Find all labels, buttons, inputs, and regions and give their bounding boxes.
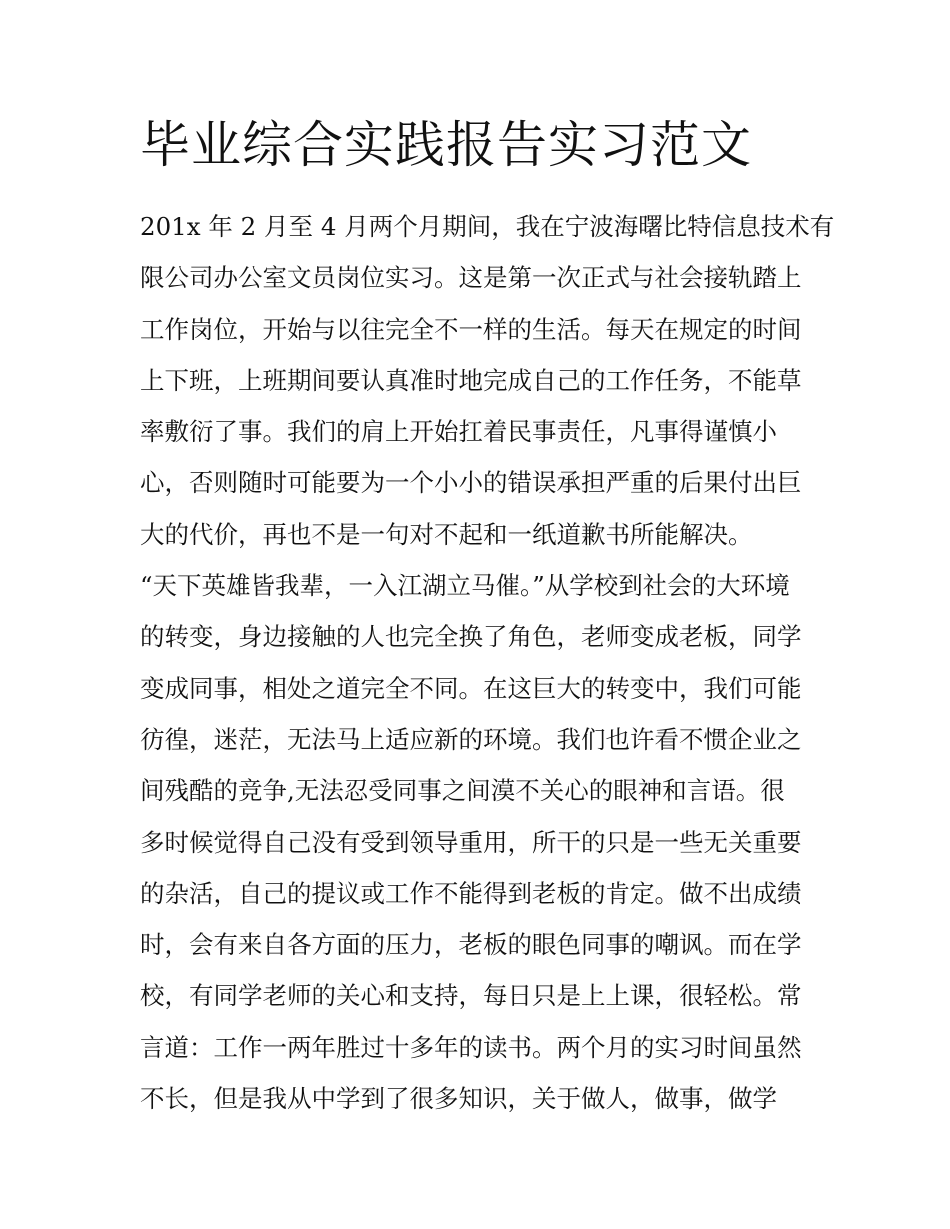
- document-title: 毕业综合实践报告实习范文: [140, 116, 752, 174]
- body-line: 率敷衍了事。我们的肩上开始扛着民事责任，凡事得谨慎小: [140, 417, 777, 447]
- body-line: 多时候觉得自己没有受到领导重用，所干的只是一些无关重要: [140, 827, 802, 857]
- body-line: 上下班，上班期间要认真准时地完成自己的工作任务，不能草: [140, 365, 802, 395]
- body-line: 彷徨，迷茫，无法马上适应新的环境。我们也许看不惯企业之: [140, 724, 802, 754]
- body-line: 大的代价，再也不是一句对不起和一纸道歉书所能解决。: [140, 519, 753, 549]
- body-line: 201x 年 2 月至 4 月两个月期间，我在宁波海曙比特信息技术有: [140, 212, 835, 241]
- body-line: 变成同事，相处之道完全不同。在这巨大的转变中，我们可能: [140, 673, 802, 703]
- body-line: 限公司办公室文员岗位实习。这是第一次正式与社会接轨踏上: [140, 263, 802, 293]
- body-line: 工作岗位，开始与以往完全不一样的生活。每天在规定的时间: [140, 314, 802, 344]
- body-line: 的杂活，自己的提议或工作不能得到老板的肯定。做不出成绩: [140, 878, 802, 908]
- body-line: 间残酷的竞争,无法忍受同事之间漠不关心的眼神和言语。很: [140, 776, 785, 806]
- body-line: 校，有同学老师的关心和支持，每日只是上上课，很轻松。常: [140, 981, 802, 1011]
- body-line: 的转变，身边接触的人也完全换了角色，老师变成老板，同学: [140, 622, 802, 652]
- document-body: [140, 201, 835, 1124]
- body-line: 言道：工作一两年胜过十多年的读书。两个月的实习时间虽然: [140, 1032, 802, 1062]
- body-line: “天下英雄皆我辈，一入江湖立马催。”从学校到社会的大环境: [140, 571, 790, 601]
- body-line: 时，会有来自各方面的压力，老板的眼色同事的嘲讽。而在学: [140, 930, 802, 960]
- body-line: 不长，但是我从中学到了很多知识，关于做人，做事，做学: [140, 1084, 777, 1114]
- body-line: 心，否则随时可能要为一个小小的错误承担严重的后果付出巨: [140, 468, 802, 498]
